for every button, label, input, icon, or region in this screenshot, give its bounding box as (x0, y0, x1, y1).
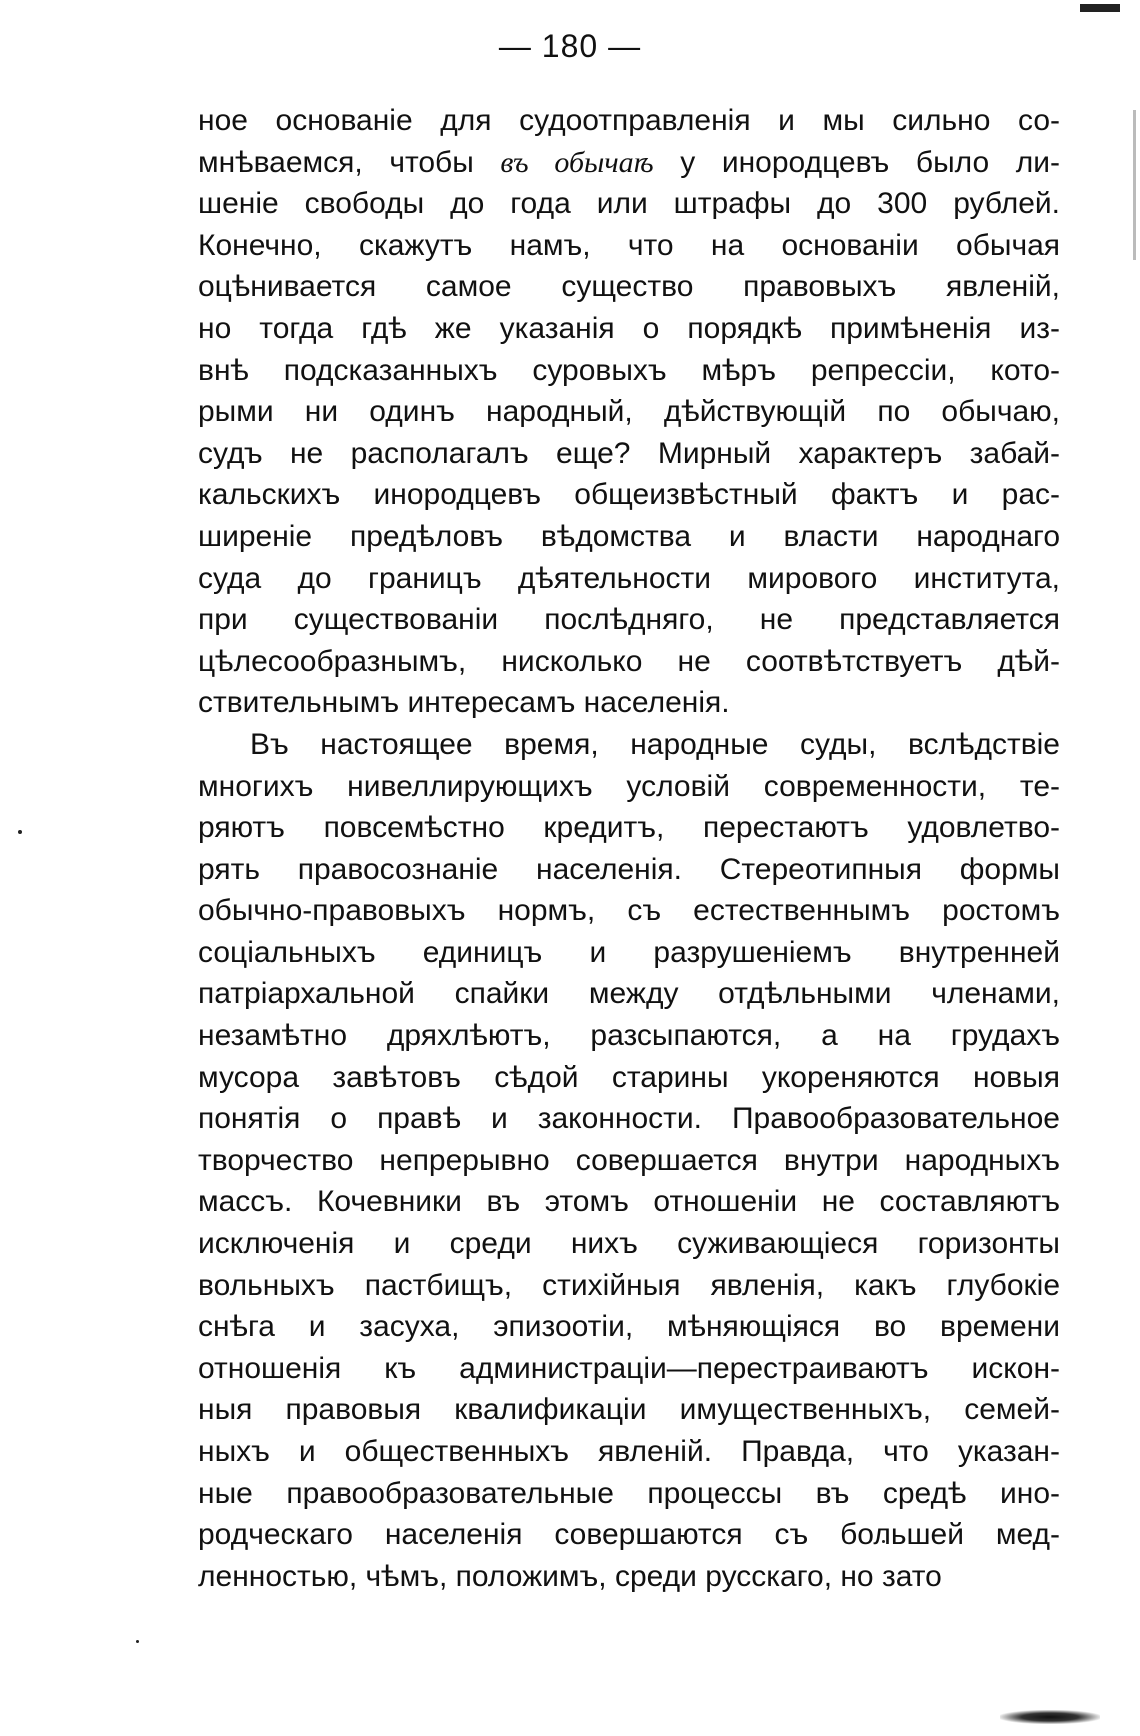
paragraph (198, 100, 1060, 724)
text-line: ныя правовыя квалификацiи имущественныхъ, семей- (198, 1393, 1060, 1427)
text-line: родческаго населенiя совершаются съ большей мед- (198, 1518, 1060, 1552)
scan-speck (136, 1640, 139, 1643)
text-line: творчество непрерывно совершается внутри народныхъ (198, 1143, 1060, 1177)
text-line: оцѣнивается самое существо правовыхъ явленiй, (198, 270, 1060, 304)
text-line: отношенiя къ администрацiи—перестраиваютъ искон- (198, 1351, 1060, 1385)
page-number: — 180 — (498, 28, 642, 64)
text-line: ное основанiе для судоотправленiя и мы сильно со- (198, 104, 1060, 137)
text-line: обычно-правовыхъ нормъ, съ естественнымъ ростомъ (198, 894, 1060, 928)
text-line: ные правообразовательные процессы въ средѣ ино- (198, 1476, 1060, 1510)
text-line: понятiя о правѣ и законности. Правообразовательное (198, 1102, 1060, 1136)
text-line (198, 142, 1060, 184)
page-body (198, 100, 1060, 1597)
text-line: массъ. Кочевники въ этомъ отношенiи не составляютъ (198, 1185, 1060, 1219)
text-line: рыми ни одинъ народный, дѣйствующiй по обычаю, (198, 395, 1060, 429)
text-line: ширенiе предѣловъ вѣдомства и власти народнаго (198, 519, 1060, 553)
text-line: Конечно, скажутъ намъ, что на основанiи обычая (198, 228, 1060, 262)
text-line: вольныхъ пастбищъ, стихiйныя явленiя, какъ глубокiе (198, 1268, 1060, 1302)
text-line: ствительнымъ интересамъ населенiя. (198, 686, 730, 720)
scan-edge-mark (1133, 110, 1136, 260)
text-line: ленностью, чѣмъ, положимъ, среди русскаго, но зато (198, 1559, 942, 1593)
text-run: у инородцевъ было ли- (653, 145, 1061, 179)
text-run: мнѣваемся, чтобы (198, 145, 501, 179)
italic-phrase: въ обычаѣ (500, 145, 654, 179)
paragraph (198, 724, 1060, 1597)
text-line: мусора завѣтовъ сѣдой старины укореняются новыя (198, 1060, 1060, 1094)
scan-mark-top-right (1080, 4, 1120, 12)
text-line: снѣга и засуха, эпизоотiи, мѣняющiяся во времени (198, 1310, 1060, 1344)
text-line: соцiальныхъ единицъ и разрушенiемъ внутренней (198, 935, 1060, 969)
text-line: судъ не располагалъ еще? Мирный характеръ забай- (198, 436, 1060, 470)
text-line: при существованiи послѣдняго, не представляется (198, 603, 1060, 637)
text-line: многихъ нивеллирующихъ условiй современности, те- (198, 769, 1060, 803)
scan-speck (18, 830, 22, 834)
paragraph-container (198, 100, 1060, 1597)
text-line: ныхъ и общественныхъ явленiй. Правда, что указан- (198, 1435, 1060, 1468)
text-line: ряютъ повсемѣстно кредитъ, перестаютъ удовлетво- (198, 811, 1060, 845)
text-line: патрiархальной спайки между отдѣльными членами, (198, 977, 1060, 1011)
text-line: внѣ подсказанныхъ суровыхъ мѣръ репрессiи, кото- (198, 353, 1060, 387)
text-line: но тогда гдѣ же указанiя о порядкѣ примѣненiя из- (198, 311, 1060, 345)
text-line: рять правосознанiе населенiя. Стереотипныя формы (198, 852, 1060, 886)
text-line: исключенiя и среди нихъ суживающiеся горизонты (198, 1227, 1060, 1261)
text-line: кальскихъ инородцевъ общеизвѣстный фактъ и рас- (198, 478, 1060, 512)
text-line: суда до границъ дѣятельности мирового института, (198, 561, 1060, 595)
text-line: незамѣтно дряхлѣютъ, разсыпаются, а на грудахъ (198, 1019, 1060, 1053)
scan-smudge (1000, 1710, 1100, 1724)
text-line: Въ настоящее время, народные суды, вслѣдствiе (250, 727, 1060, 761)
text-line: шенiе свободы до года или штрафы до 300 рублей. (198, 187, 1060, 221)
text-line: цѣлесообразнымъ, нисколько не соотвѣтствуетъ дѣй- (198, 644, 1060, 678)
